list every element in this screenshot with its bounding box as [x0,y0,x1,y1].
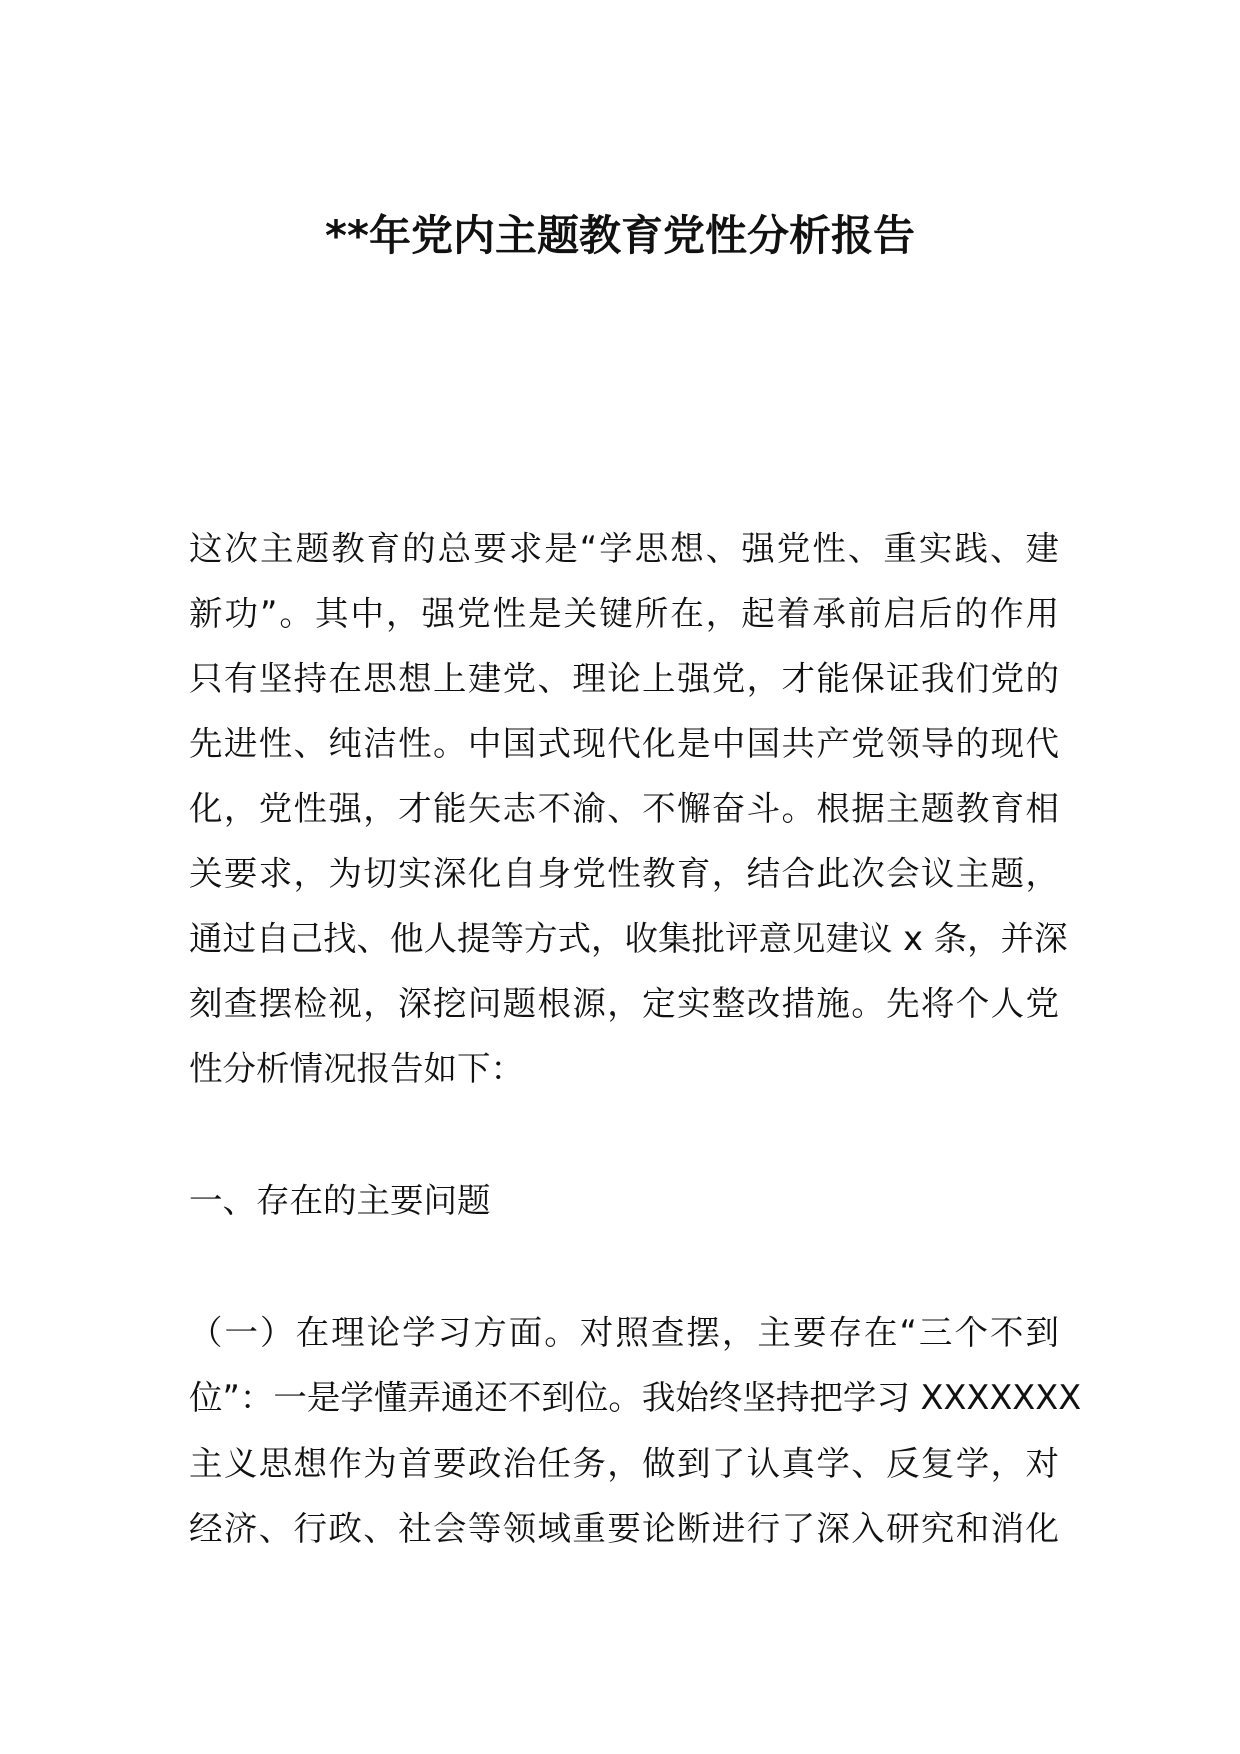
paragraph-line: 通过自己找、他人提等方式，收集批评意见建议 x 条，并深 [189,919,1068,958]
document-title: **年党内主题教育党性分析报告 [325,211,915,260]
paragraph-line: 位”：一是学懂弄通还不到位。我始终坚持把学习 XXXXXXX [189,1378,1082,1417]
section-heading: 一、存在的主要问题 [189,1181,491,1220]
paragraph-line: 新功”。其中，强党性是关键所在，起着承前启后的作用 [189,594,1059,633]
paragraph-line: 关要求，为切实深化自身党性教育，结合此次会议主题， [189,854,1059,893]
paragraph-line: 化，党性强，才能矢志不渝、不懈奋斗。根据主题教育相 [189,789,1059,828]
paragraph-line: 经济、行政、社会等领域重要论断进行了深入研究和消化 [189,1509,1059,1548]
paragraph-line: （一）在理论学习方面。对照查摆，主要存在“三个不到 [189,1313,1059,1352]
paragraph-line: 这次主题教育的总要求是“学思想、强党性、重实践、建 [189,529,1059,568]
paragraph-line: 主义思想作为首要政治任务，做到了认真学、反复学，对 [189,1444,1059,1483]
paragraph-line: 刻查摆检视，深挖问题根源，定实整改措施。先将个人党 [189,984,1059,1023]
paragraph-line: 只有坚持在思想上建党、理论上强党，才能保证我们党的 [189,659,1059,698]
paragraph-line: 性分析情况报告如下： [189,1049,524,1088]
paragraph-line: 先进性、纯洁性。中国式现代化是中国共产党领导的现代 [189,724,1059,763]
